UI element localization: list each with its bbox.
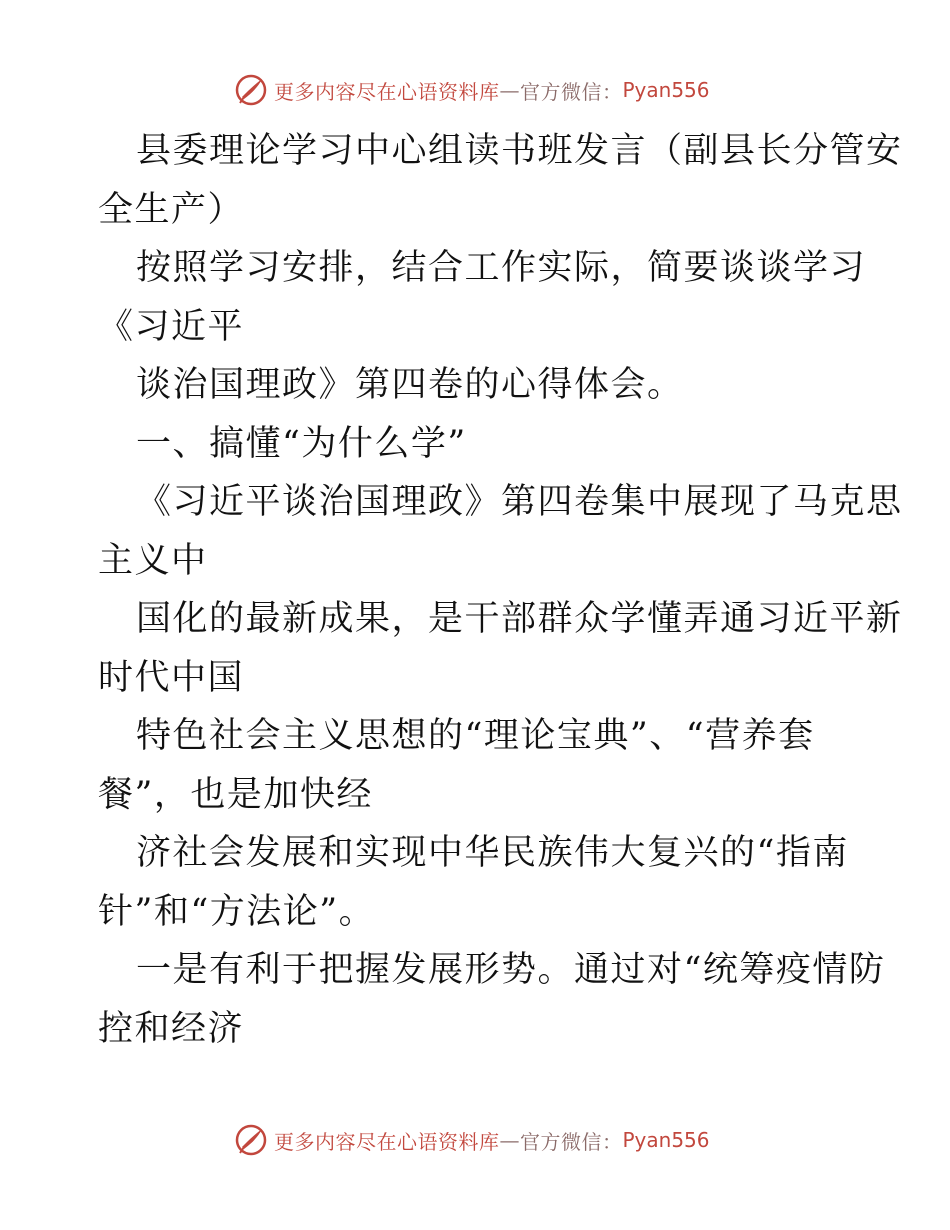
watermark-dash: —	[499, 1128, 520, 1152]
text-line: 时代中国	[98, 657, 245, 698]
text-line: 针”和“方法论”。	[98, 891, 376, 932]
text-line: 全生产）	[98, 189, 245, 230]
text-line: 济社会发展和实现中华民族伟大复兴的“指南	[136, 833, 849, 873]
watermark-site-text: 更多内容尽在心语资料库	[274, 79, 500, 104]
text-line: 《习近平	[98, 306, 245, 347]
feather-pen-logo-icon	[234, 73, 268, 107]
watermark-wechat-label: 官方微信：	[520, 79, 623, 104]
text-line: 国化的最新成果，是干部群众学懂弄通习近平新	[136, 599, 903, 639]
footer-watermark	[234, 1123, 710, 1157]
watermark-wechat-id: Pyan556	[622, 1128, 710, 1152]
watermark-dash: —	[499, 78, 520, 102]
text-line: 餐”，也是加快经	[98, 774, 373, 815]
text-line: 谈治国理政》第四卷的心得体会。	[136, 365, 684, 405]
text-line: 《习近平谈治国理政》第四卷集中展现了马克思	[136, 482, 903, 522]
text-line: 一、搞懂“为什么学”	[136, 423, 467, 464]
text-line: 主义中	[98, 540, 208, 581]
text-line: 特色社会主义思想的“理论宝典”、“营养套	[136, 716, 815, 756]
watermark-wechat-id: Pyan556	[622, 78, 710, 102]
feather-pen-logo-icon	[234, 1123, 268, 1157]
header-watermark	[234, 73, 710, 107]
text-line: 县委理论学习中心组读书班发言（副县长分管安	[136, 131, 903, 171]
document-body	[98, 122, 903, 1058]
watermark-wechat-label: 官方微信：	[520, 1129, 623, 1154]
watermark-site-text: 更多内容尽在心语资料库	[274, 1129, 500, 1154]
text-line: 控和经济	[98, 1008, 245, 1049]
text-line: 按照学习安排，结合工作实际，简要谈谈学习	[136, 248, 867, 288]
text-line: 一是有利于把握发展形势。通过对“统筹疫情防	[136, 950, 886, 990]
